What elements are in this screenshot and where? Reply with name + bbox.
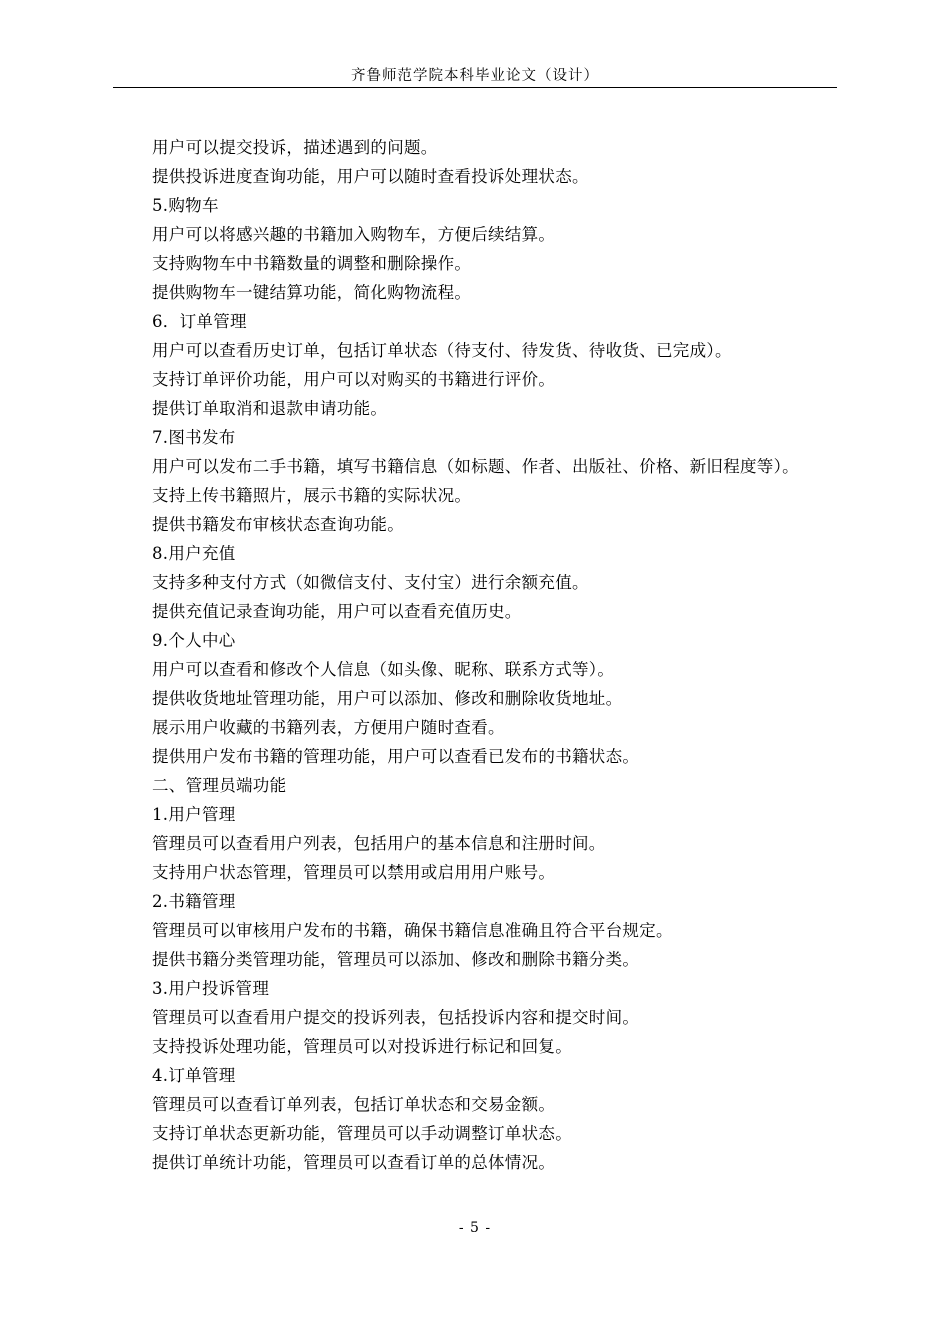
paragraph: 支持投诉处理功能，管理员可以对投诉进行标记和回复。 bbox=[152, 1037, 572, 1056]
paragraph: 展示用户收藏的书籍列表，方便用户随时查看。 bbox=[152, 718, 505, 737]
paragraph: 管理员可以审核用户发布的书籍，确保书籍信息准确且符合平台规定。 bbox=[152, 921, 673, 940]
paragraph: 提供收货地址管理功能，用户可以添加、修改和删除收货地址。 bbox=[152, 689, 623, 708]
paragraph: 支持上传书籍照片，展示书籍的实际状况。 bbox=[152, 486, 472, 505]
chapter-heading: 二、管理员端功能 bbox=[152, 776, 287, 795]
page-header: 齐鲁师范学院本科毕业论文（设计） bbox=[351, 68, 599, 84]
section-heading: 4.订单管理 bbox=[152, 1066, 236, 1085]
section-heading: 7.图书发布 bbox=[152, 428, 236, 447]
paragraph: 管理员可以查看用户提交的投诉列表，包括投诉内容和提交时间。 bbox=[152, 1008, 640, 1027]
paragraph: 用户可以提交投诉，描述遇到的问题。 bbox=[152, 138, 438, 157]
page-number: - 5 - bbox=[458, 1220, 492, 1236]
paragraph: 支持用户状态管理，管理员可以禁用或启用用户账号。 bbox=[152, 863, 556, 882]
paragraph: 管理员可以查看订单列表，包括订单状态和交易金额。 bbox=[152, 1095, 556, 1114]
paragraph: 用户可以发布二手书籍，填写书籍信息（如标题、作者、出版社、价格、新旧程度等）。 bbox=[152, 457, 799, 476]
paragraph: 管理员可以查看用户列表，包括用户的基本信息和注册时间。 bbox=[152, 834, 606, 853]
paragraph: 提供购物车一键结算功能，简化购物流程。 bbox=[152, 283, 472, 302]
paragraph: 支持订单评价功能，用户可以对购买的书籍进行评价。 bbox=[152, 370, 556, 389]
paragraph: 提供书籍发布审核状态查询功能。 bbox=[152, 515, 404, 534]
paragraph: 支持购物车中书籍数量的调整和删除操作。 bbox=[152, 254, 472, 273]
paragraph: 用户可以查看历史订单，包括订单状态（待支付、待发货、待收货、已完成）。 bbox=[152, 341, 732, 360]
section-heading: 3.用户投诉管理 bbox=[152, 979, 270, 998]
paragraph: 支持多种支付方式（如微信支付、支付宝）进行余额充值。 bbox=[152, 573, 589, 592]
section-heading: 9.个人中心 bbox=[152, 631, 236, 650]
paragraph: 提供订单统计功能，管理员可以查看订单的总体情况。 bbox=[152, 1153, 556, 1172]
section-heading: 5.购物车 bbox=[152, 196, 219, 215]
section-heading: 2.书籍管理 bbox=[152, 892, 236, 911]
paragraph: 支持订单状态更新功能，管理员可以手动调整订单状态。 bbox=[152, 1124, 572, 1143]
section-heading: 6．订单管理 bbox=[152, 312, 247, 331]
section-heading: 1.用户管理 bbox=[152, 805, 236, 824]
page-body bbox=[113, 133, 837, 1177]
paragraph: 提供投诉进度查询功能，用户可以随时查看投诉处理状态。 bbox=[152, 167, 589, 186]
paragraph: 提供用户发布书籍的管理功能，用户可以查看已发布的书籍状态。 bbox=[152, 747, 640, 766]
paragraph: 提供书籍分类管理功能，管理员可以添加、修改和删除书籍分类。 bbox=[152, 950, 640, 969]
paragraph: 用户可以查看和修改个人信息（如头像、昵称、联系方式等）。 bbox=[152, 660, 615, 679]
header-divider bbox=[113, 87, 837, 88]
paragraph: 用户可以将感兴趣的书籍加入购物车，方便后续结算。 bbox=[152, 225, 556, 244]
paragraph: 提供订单取消和退款申请功能。 bbox=[152, 399, 388, 418]
section-heading: 8.用户充值 bbox=[152, 544, 236, 563]
paragraph: 提供充值记录查询功能，用户可以查看充值历史。 bbox=[152, 602, 522, 621]
